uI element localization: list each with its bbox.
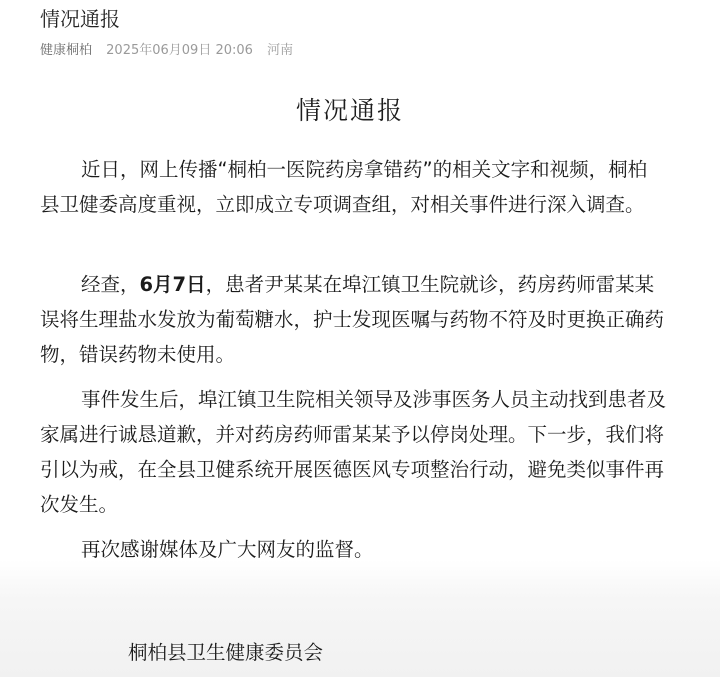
paragraph-actions-text: 事件发生后，埠江镇卫生院相关领导及涉事医务人员主动找到患者及家属进行诚恳道歉，并对药房药师雷某某予以停岗处理。下一步，我们将引以为戒，在全县卫健系统开展医德医风专项整治行动，避免类似事件再次发生。 bbox=[40, 388, 666, 516]
paragraph-findings-date: 6月7日 bbox=[139, 273, 206, 296]
document-signature: 桐柏县卫生健康委员会 bbox=[128, 641, 324, 664]
document-heading: 情况通报 bbox=[295, 96, 404, 125]
paragraph-intro bbox=[40, 152, 666, 222]
account-name-link[interactable]: 健康桐柏 bbox=[40, 43, 93, 58]
paragraph-intro-text: 近日，网上传播“桐柏一医院药房拿错药”的相关文字和视频，桐柏县卫健委高度重视，立即成立专项调查组，对相关事件进行深入调查。 bbox=[40, 158, 648, 216]
paragraph-thanks bbox=[40, 532, 666, 567]
publish-datetime: 2025年06月09日 20:06 bbox=[106, 43, 253, 58]
paragraph-findings bbox=[40, 267, 666, 372]
paragraph-findings-text: ，患者尹某某在埠江镇卫生院就诊，药房药师雷某某误将生理盐水发放为葡萄糖水，护士发现医嘱与药物不符及时更换正确药物，错误药物未使用。 bbox=[40, 273, 665, 366]
paragraph-findings-prefix: 经查， bbox=[80, 273, 140, 296]
paragraph-actions bbox=[40, 382, 666, 522]
paragraph-thanks-text: 再次感谢媒体及广大网友的监督。 bbox=[80, 538, 374, 561]
publish-location: 河南 bbox=[267, 43, 294, 58]
post-title: 情况通报 bbox=[40, 7, 120, 31]
post-meta bbox=[40, 42, 293, 60]
